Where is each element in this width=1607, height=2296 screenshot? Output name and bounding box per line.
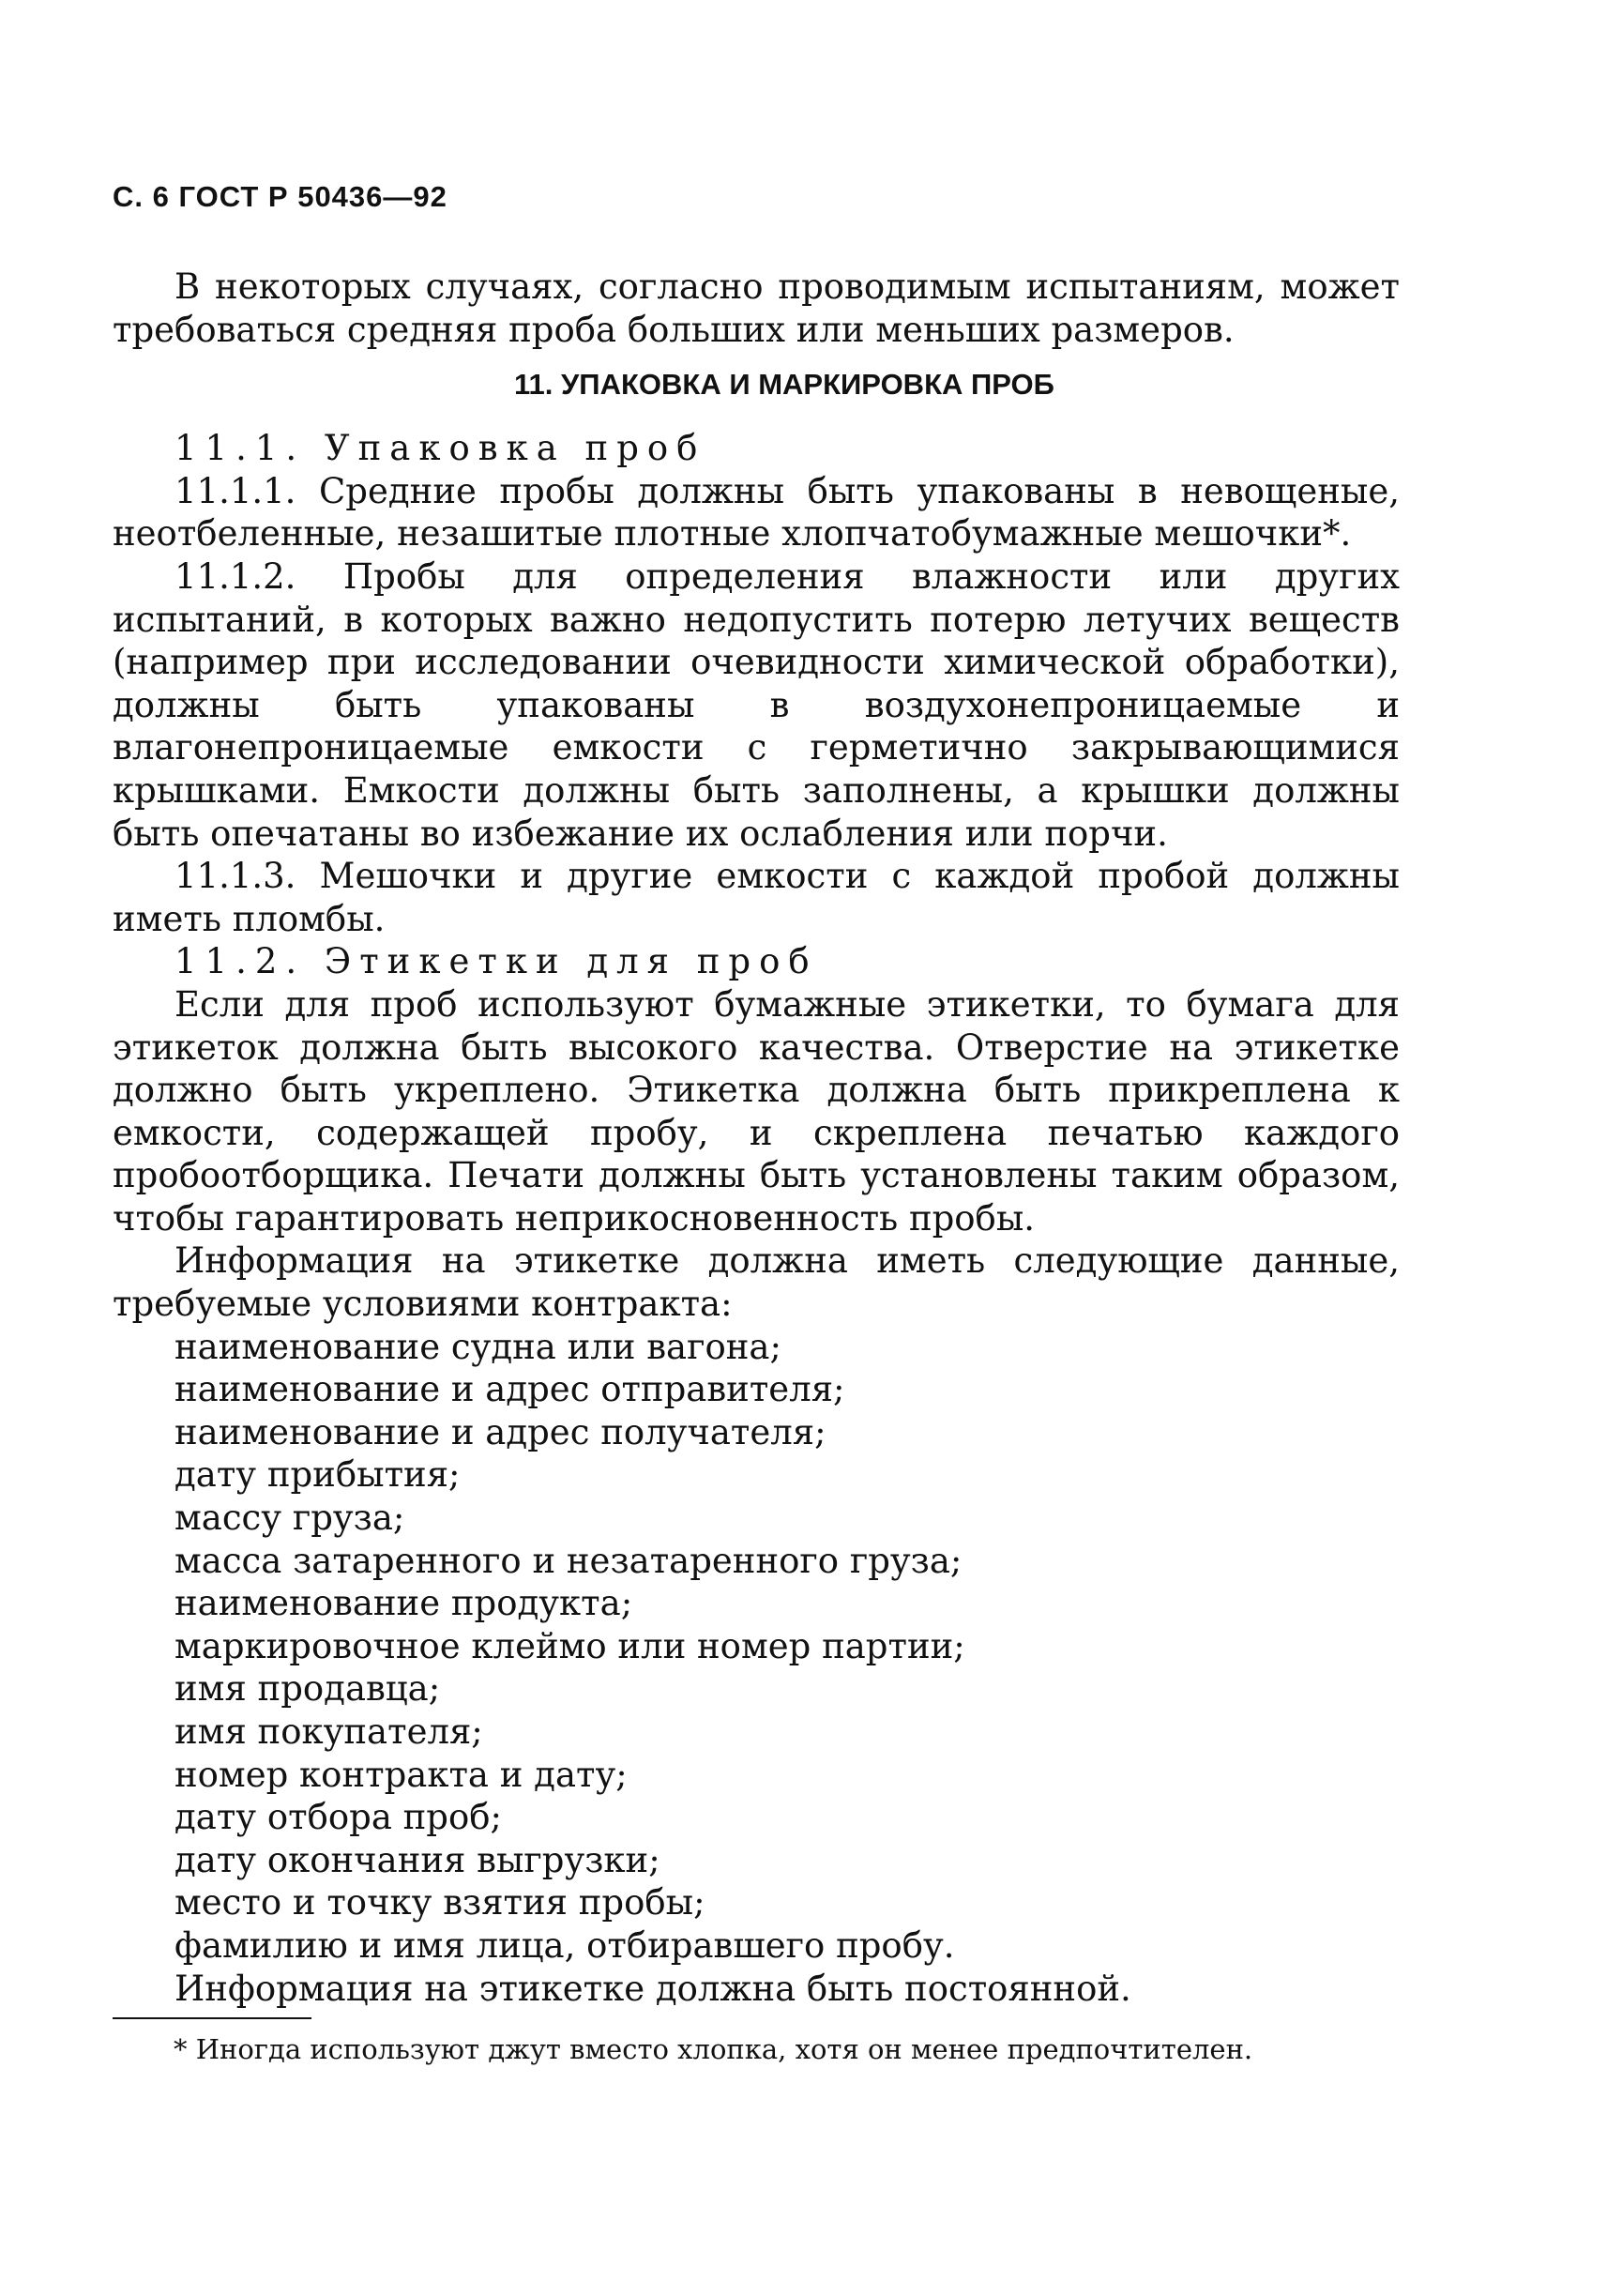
list-item: дату отбора проб; — [174, 1797, 503, 1838]
list-item: наименование и адрес получателя; — [174, 1411, 826, 1452]
section-title: 11. УПАКОВКА И МАРКИРОВКА ПРОБ — [514, 368, 1054, 402]
list-item: маркировочное клеймо или номер партии; — [174, 1625, 965, 1666]
info-items-list — [113, 1326, 1400, 1968]
footnote-divider — [113, 2017, 311, 2019]
labels-paragraph: Если для проб используют бумажные этикетки, то бумага для этикеток должна быть высокого качества. Отверстие на этикетке должно быть укреплено. Этикетка должна быть прикреплена к емкости, содержащей пробу, и скреплена печатью каждого пробоотборщика. Печати должны быть установлены таким образом, чтобы гарантировать неприкосновенность пробы. — [113, 983, 1400, 1239]
list-item: дату прибытия; — [174, 1454, 461, 1496]
list-item: дату окончания выгрузки; — [174, 1839, 660, 1880]
list-item: наименование продукта; — [174, 1583, 633, 1624]
list-item: наименование судна или вагона; — [174, 1326, 781, 1367]
list-item: масса затаренного и незатаренного груза; — [174, 1540, 963, 1581]
info-intro-paragraph: Информация на этикетке должна иметь следующие данные, требуемые условиями контракта: — [113, 1240, 1400, 1325]
intro-paragraph: В некоторых случаях, согласно проводимым испытаниям, может требоваться средняя проба больших или меньших размеров. — [113, 266, 1400, 350]
page-header: С. 6 ГОСТ Р 50436—92 — [113, 180, 447, 213]
document-body — [113, 266, 1400, 2010]
list-item: фамилию и имя лица, отбиравшего пробу. — [174, 1924, 955, 1966]
subsection-title-packing: 11.1. Упаковка проб — [174, 428, 706, 469]
list-item: массу груза; — [174, 1498, 405, 1539]
clause-11-1-3: 11.1.3. Мешочки и другие емкости с каждой пробой должны иметь пломбы. — [113, 856, 1400, 939]
clause-11-1-1: 11.1.1. Средние пробы должны быть упакованы в невощеные, неотбеленные, незашитые плотные хлопчатобумажные мешочки*. — [113, 470, 1400, 555]
subsection-title-labels: 11.2. Этикетки для проб — [174, 941, 818, 982]
list-item: место и точку взятия пробы; — [174, 1882, 705, 1923]
list-item: наименование и адрес отправителя; — [174, 1369, 845, 1410]
footnote: * Иногда используют джут вместо хлопка, хотя он менее предпочтителен. — [174, 2033, 1253, 2065]
info-closing-paragraph: Информация на этикетке должна быть постоянной. — [174, 1968, 1131, 2009]
list-item: номер контракта и дату; — [174, 1754, 628, 1795]
list-item: имя покупателя; — [174, 1711, 483, 1752]
clause-11-1-2: 11.1.2. Пробы для определения влажности или других испытаний, в которых важно недопустить потерю летучих веществ (например при исследовании очевидности химической обработки), должны быть упакованы в воздухонепроницаемые и влагонепроницаемые емкости с герметично закрывающимися крышками. Емкости должны быть заполнены, а крышки должны быть опечатаны во избежание их ослабления или порчи. — [113, 555, 1400, 854]
list-item: имя продавца; — [174, 1668, 441, 1710]
